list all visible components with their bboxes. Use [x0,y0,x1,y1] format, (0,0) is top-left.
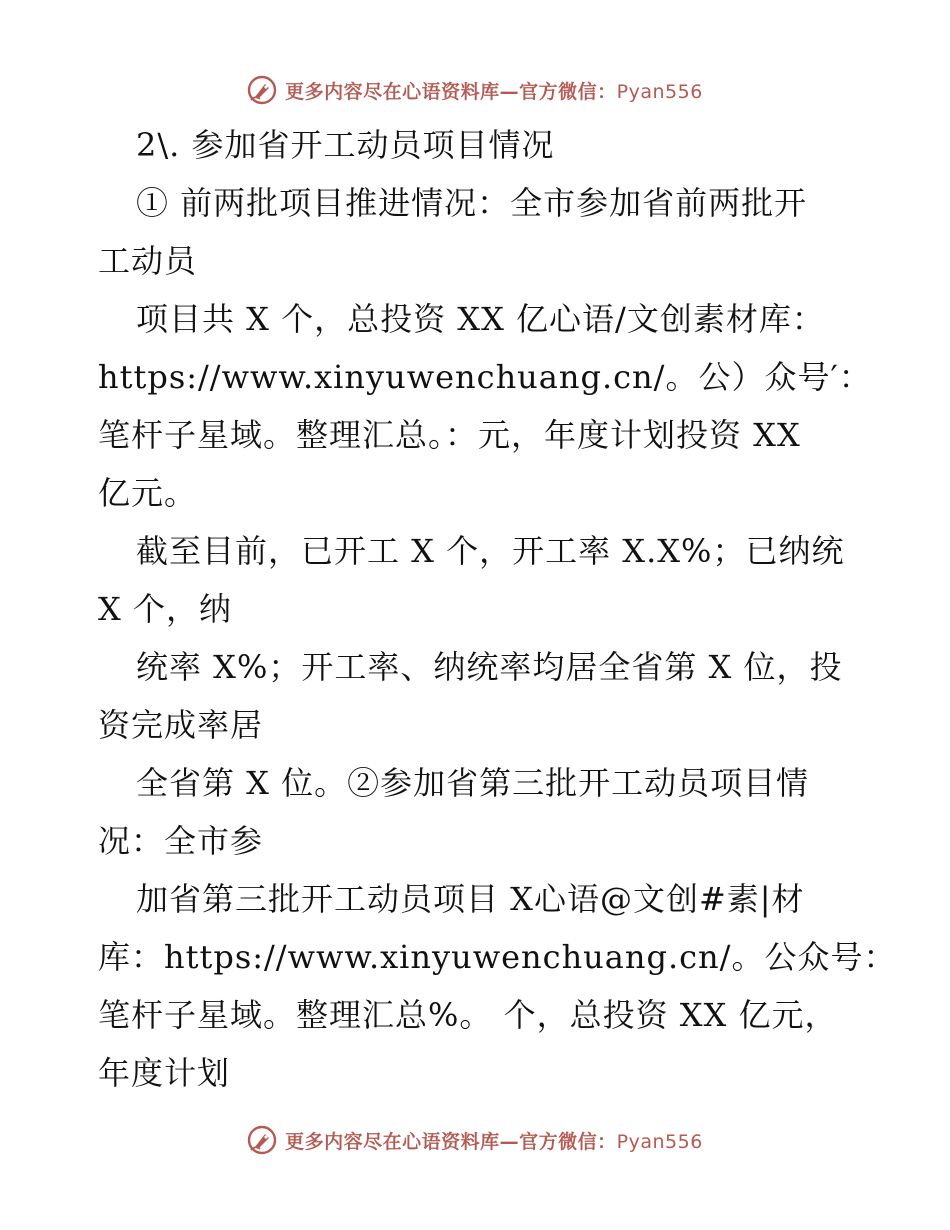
header-banner-text [285,77,703,104]
header-banner-label: 更多内容尽在心语资料库—官方微信： [285,80,617,103]
footer-banner-label: 更多内容尽在心语资料库—官方微信： [285,1130,617,1153]
footer-wechat-id: Pyan556 [616,1130,703,1153]
body-line: 况：全市参 [98,822,264,860]
body-line: 统率 X%；开工率、纳统率均居全省第 X 位，投 [136,648,843,686]
body-line: 笔杆子星域。整理汇总。：元，年度计划投资 XX [98,416,801,454]
body-line: ① 前两批项目推进情况：全市参加省前两批开 [136,184,808,222]
header-banner [0,70,950,110]
body-line: 2\. 参加省开工动员项目情况 [136,126,555,164]
footer-banner-text [285,1127,703,1154]
header-wechat-id: Pyan556 [616,80,703,103]
body-line: https://www.xinyuwenchuang.cn/。公）众号′： [98,358,872,396]
body-line: 项目共 X 个，总投资 XX 亿心语/文创素材库： [136,300,825,338]
pen-nib-logo-icon [247,1125,277,1155]
body-line: 工动员 [98,242,198,280]
body-line: 年度计划 [98,1054,231,1092]
body-line: X 个，纳 [98,590,232,628]
pen-nib-logo-icon [247,75,277,105]
body-line: 全省第 X 位。②参加省第三批开工动员项目情 [136,764,810,802]
body-line: 加省第三批开工动员项目 X心语@文创#素|材 [136,880,805,918]
body-line: 笔杆子星域。整理汇总%。 个，总投资 XX 亿元， [98,996,838,1034]
document-body [98,116,897,1102]
body-line: 库：https://www.xinyuwenchuang.cn/。公众号： [98,938,897,976]
footer-banner [0,1120,950,1160]
body-line: 截至目前，已开工 X 个，开工率 X.X%；已纳统 [136,532,845,570]
body-line: 亿元。 [98,474,198,512]
body-line: 资完成率居 [98,706,264,744]
